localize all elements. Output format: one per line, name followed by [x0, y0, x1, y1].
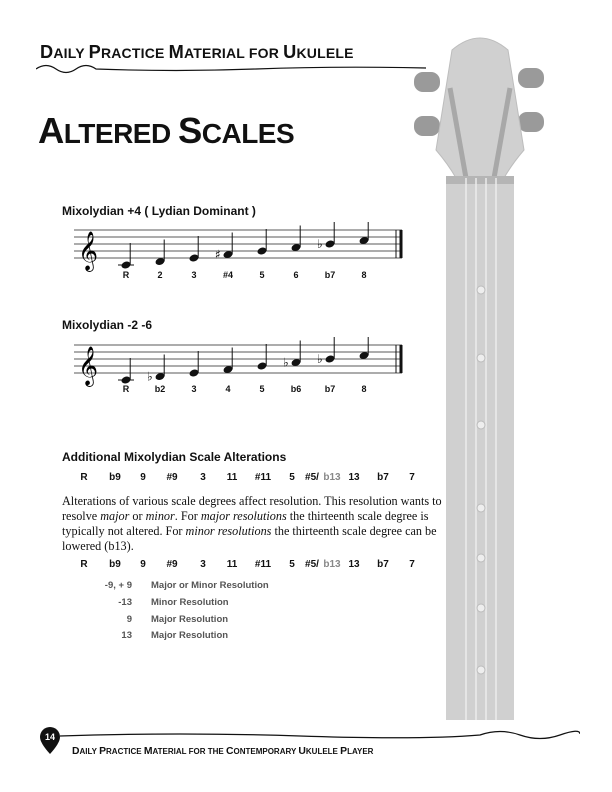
alteration-label: #9 — [166, 472, 178, 483]
legend-value: Major Resolution — [151, 630, 229, 641]
alteration-label: R — [80, 559, 88, 570]
alteration-label: #5/ — [305, 472, 319, 483]
legend-key: -13 — [118, 597, 132, 608]
alteration-label: 13 — [348, 472, 360, 483]
scale2-heading: Mixolydian -2 -6 — [62, 318, 153, 332]
scale-degree-label: 8 — [361, 384, 367, 394]
header-wave-divider — [36, 62, 426, 76]
accidental-sign: ♭ — [147, 369, 153, 384]
scale-degree-label: 5 — [259, 384, 265, 394]
scale-degree-label: b7 — [324, 384, 336, 394]
scale-degree-label: 5 — [259, 270, 265, 280]
alteration-label: 13 — [348, 559, 360, 570]
alteration-label: b9 — [109, 559, 121, 570]
scale-degree-label: R — [122, 270, 130, 280]
alteration-label: 5 — [289, 559, 295, 570]
alteration-label: b7 — [377, 472, 389, 483]
accidental-sign: ♭ — [317, 237, 323, 251]
legend-key: 9 — [126, 614, 132, 625]
scale-degree-label: 8 — [361, 270, 367, 280]
alteration-label: b13 — [323, 559, 341, 570]
scale-degree-label: b7 — [324, 270, 336, 280]
alteration-label: b9 — [109, 472, 121, 483]
accidental-sign: ♭ — [283, 355, 289, 370]
scale-degree-label: 2 — [157, 270, 163, 280]
alteration-label: #11 — [254, 559, 272, 570]
scale-degree-label: 6 — [293, 270, 299, 280]
page-number: 14 — [44, 732, 55, 742]
accidental-sign: ♭ — [317, 352, 323, 366]
alteration-label: 9 — [140, 472, 146, 483]
scale-degree-label: 3 — [191, 270, 197, 280]
alteration-label: 5 — [289, 472, 295, 483]
alteration-label: 7 — [409, 472, 415, 483]
scale-degree-label: b2 — [154, 384, 166, 394]
alteration-label: 9 — [140, 559, 146, 570]
accidental-sign: ♯ — [215, 247, 221, 262]
legend-value: Major or Minor Resolution — [151, 580, 269, 591]
alteration-label: b13 — [323, 472, 341, 483]
alteration-label: #9 — [166, 559, 178, 570]
page-title: ALTERED SCALES — [38, 110, 295, 151]
legend-value: Minor Resolution — [151, 597, 229, 608]
scale1-staff — [70, 222, 410, 274]
ukulele-neck-illustration — [400, 30, 560, 720]
treble-clef: 𝄞 — [78, 346, 99, 386]
alteration-label: 7 — [409, 559, 415, 570]
scale2-staff — [70, 337, 410, 389]
running-footer: DAILY PRACTICE MATERIAL FOR THE CONTEMPORARY UKULELE PLAYER — [72, 746, 374, 757]
alterations-heading: Additional Mixolydian Scale Alterations — [62, 450, 287, 464]
scale-degree-label: #4 — [222, 270, 234, 280]
alteration-label: #5/ — [305, 559, 319, 570]
scale1-heading: Mixolydian +4 ( Lydian Dominant ) — [62, 204, 256, 218]
alteration-label: 3 — [200, 472, 206, 483]
alteration-label: R — [80, 472, 88, 483]
footer-wave-divider — [60, 728, 580, 742]
resolution-paragraph: Alterations of various scale degrees affect resolution. This resolution wants to resolve major or minor. For major resolutions the thirteenth scale degree is typically not altered. For minor resolutions the thirteenth scale degree can be lowered (b13). — [62, 494, 442, 553]
alteration-label: #11 — [254, 472, 272, 483]
running-header: DAILY PRACTICE MATERIAL FOR UKULELE — [40, 42, 354, 62]
legend-key: 13 — [121, 630, 132, 641]
alteration-label: 11 — [226, 559, 238, 570]
treble-clef: 𝄞 — [78, 231, 99, 271]
alteration-label: 11 — [226, 472, 238, 483]
scale-degree-label: 3 — [191, 384, 197, 394]
scale-degree-label: R — [122, 384, 130, 394]
scale-degree-label: 4 — [225, 384, 231, 394]
scale-degree-label: b6 — [290, 384, 302, 394]
legend-key: -9, + 9 — [104, 580, 132, 591]
legend-value: Major Resolution — [151, 614, 229, 625]
alteration-label: 3 — [200, 559, 206, 570]
alteration-label: b7 — [377, 559, 389, 570]
